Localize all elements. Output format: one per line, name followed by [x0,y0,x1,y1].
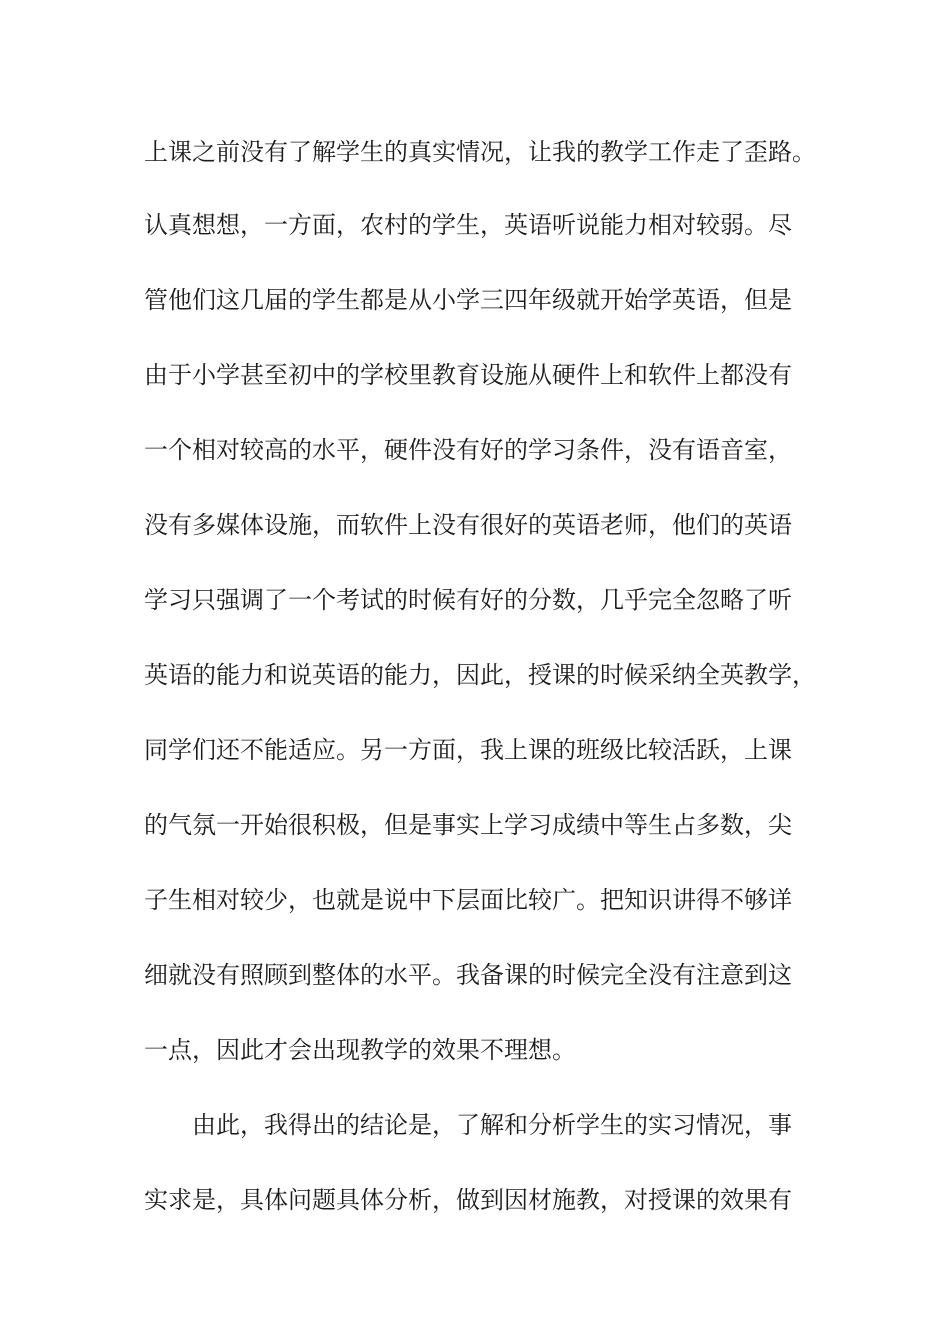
paragraph-line-10: 的气氛一开始很积极，但是事实上学习成绩中等生占多数，尖 [144,811,792,839]
paragraph-line-14: 由此，我得出的结论是，了解和分析学生的实习情况，事 [192,1111,792,1139]
paragraph-line-5: 一个相对较高的水平，硬件没有好的学习条件，没有语音室， [144,436,792,464]
paragraph-line-1: 上课之前没有了解学生的真实情况，让我的教学工作走了歪路。 [144,138,816,166]
paragraph-line-6: 没有多媒体设施，而软件上没有很好的英语老师，他们的英语 [144,511,792,539]
paragraph-line-13: 一点，因此才会出现教学的效果不理想。 [144,1036,576,1064]
paragraph-line-9: 同学们还不能适应。另一方面，我上课的班级比较活跃，上课 [144,736,792,764]
paragraph-line-12: 细就没有照顾到整体的水平。我备课的时候完全没有注意到这 [144,961,792,989]
paragraph-line-4: 由于小学甚至初中的学校里教育设施从硬件上和软件上都没有 [144,361,792,389]
paragraph-line-2: 认真想想，一方面，农村的学生，英语听说能力相对较弱。尽 [144,211,792,239]
paragraph-line-11: 子生相对较少，也就是说中下层面比较广。把知识讲得不够详 [144,886,792,914]
paragraph-line-3: 管他们这几届的学生都是从小学三四年级就开始学英语，但是 [144,286,792,314]
paragraph-line-7: 学习只强调了一个考试的时候有好的分数，几乎完全忽略了听 [144,586,792,614]
paragraph-line-8: 英语的能力和说英语的能力，因此，授课的时候采纳全英教学， [144,661,816,689]
paragraph-line-15: 实求是，具体问题具体分析，做到因材施教，对授课的效果有 [144,1186,792,1214]
